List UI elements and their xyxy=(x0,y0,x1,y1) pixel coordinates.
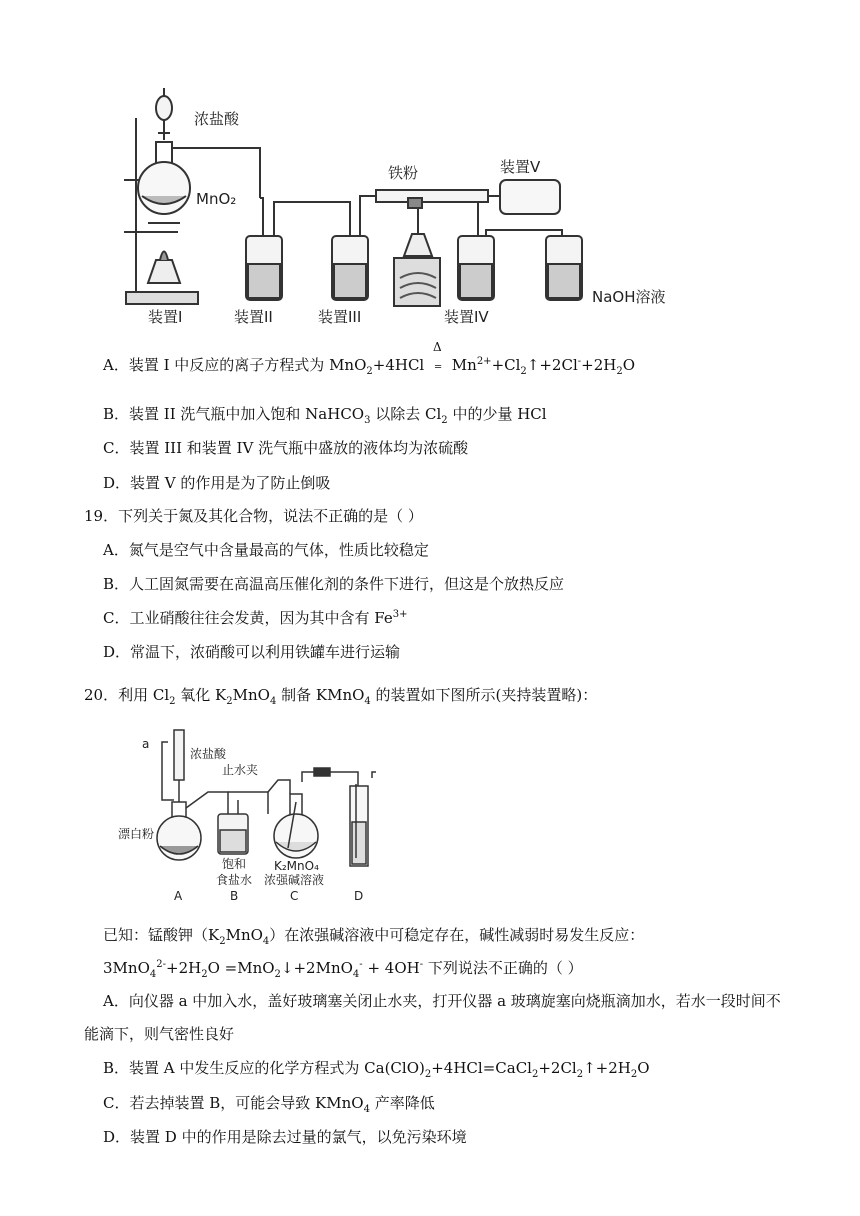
label-naoh: NaOH溶液 xyxy=(592,288,666,306)
label-k2mno4: K₂MnO₄ xyxy=(274,859,319,873)
label-B: B xyxy=(230,889,239,903)
q20-reaction: $3MnO_4^{2-}+2H_2O$ =MnO$_2$↓+2MnO$_4$- + 4OH- 下列说法不正确的（ ） xyxy=(103,959,583,980)
heat-condition: Δ = xyxy=(433,340,443,373)
q20-stem: 20．利用 $Cl_2$ 氧化 $K_2MnO_4$ 制备 KMnO$_4$ 的装置如下图所示(夹持装置略)： xyxy=(84,686,598,707)
q19-stem: 19．下列关于氮及其化合物，说法不正确的是（ ） xyxy=(84,507,423,525)
label-D: D xyxy=(354,889,364,903)
q19-option-a: A．氮气是空气中含量最高的气体，性质比较稳定 xyxy=(103,541,429,559)
label-a: a xyxy=(142,737,150,751)
q20-option-c: C．若去掉装置 B，可能会导致 KMnO$_4$ 产率降低 xyxy=(103,1094,435,1115)
q18-option-a: A．装置 I 中反应的离子方程式为 MnO$_2$+4HCl Δ = $Mn^{2+}+Cl_2↑+2Cl^-+2H_2O$ xyxy=(103,340,636,377)
label-brine-1: 饱和 xyxy=(222,857,247,871)
q19-option-c: C．工业硝酸往往会发黄，因为其中含有 $Fe^{3+}$ xyxy=(103,609,408,627)
label-C: C xyxy=(290,889,299,903)
q20-option-d: D．装置 D 中的作用是除去过量的氯气，以免污染环境 xyxy=(103,1128,467,1146)
label-device-4: 装置IV xyxy=(444,308,489,326)
apparatus-figure-1 xyxy=(118,78,698,330)
q19-option-b: B．人工固氮需要在高温高压催化剂的条件下进行，但这是个放热反应 xyxy=(103,575,565,593)
label-mno2: MnO₂ xyxy=(196,190,237,208)
label-water-clamp: 止水夹 xyxy=(222,763,259,777)
label-device-5: 装置V xyxy=(500,158,541,176)
q18-option-d: D．装置 V 的作用是为了防止倒吸 xyxy=(103,474,331,492)
label-iron-powder: 铁粉 xyxy=(388,164,419,182)
q19-option-d: D．常温下，浓硝酸可以利用铁罐车进行运输 xyxy=(103,643,401,661)
label-conc-hcl: 浓盐酸 xyxy=(190,747,227,761)
label-device-3: 装置III xyxy=(318,308,362,326)
q20-option-a-line-2: 能滴下，则气密性良好 xyxy=(84,1025,235,1043)
label-strong-base: 浓强碱溶液 xyxy=(264,873,325,887)
q18-option-b: B．装置 II 洗气瓶中加入饱和 NaHCO$_3$ 以除去 $Cl_2$ 中的少量 HCl xyxy=(103,405,547,426)
label-device-1: 装置I xyxy=(148,308,183,326)
label-bleach: 漂白粉 xyxy=(118,827,155,841)
q20-known: 已知：锰酸钾$(K_2MnO_4)$在浓强碱溶液中可稳定存在，碱性减弱时易发生反应： xyxy=(103,926,645,947)
q20-option-b: B．装置 A 中发生反应的化学方程式为 $Ca(ClO)_2+4HCl=CaCl_2+2Cl_2↑+2H_2O$ xyxy=(103,1059,650,1080)
label-hcl: 浓盐酸 xyxy=(194,110,240,128)
label-brine-2: 食盐水 xyxy=(216,873,253,887)
label-A: A xyxy=(174,889,183,903)
apparatus-figure-2 xyxy=(118,722,390,904)
q20-option-a-line-1: A．向仪器 a 中加入水，盖好玻璃塞关闭止水夹，打开仪器 a 玻璃旋塞向烧瓶滴加水，若水一段时间不 xyxy=(103,992,781,1010)
q18-option-c: C．装置 III 和装置 IV 洗气瓶中盛放的液体均为浓硫酸 xyxy=(103,439,469,457)
label-device-2: 装置II xyxy=(234,308,273,326)
